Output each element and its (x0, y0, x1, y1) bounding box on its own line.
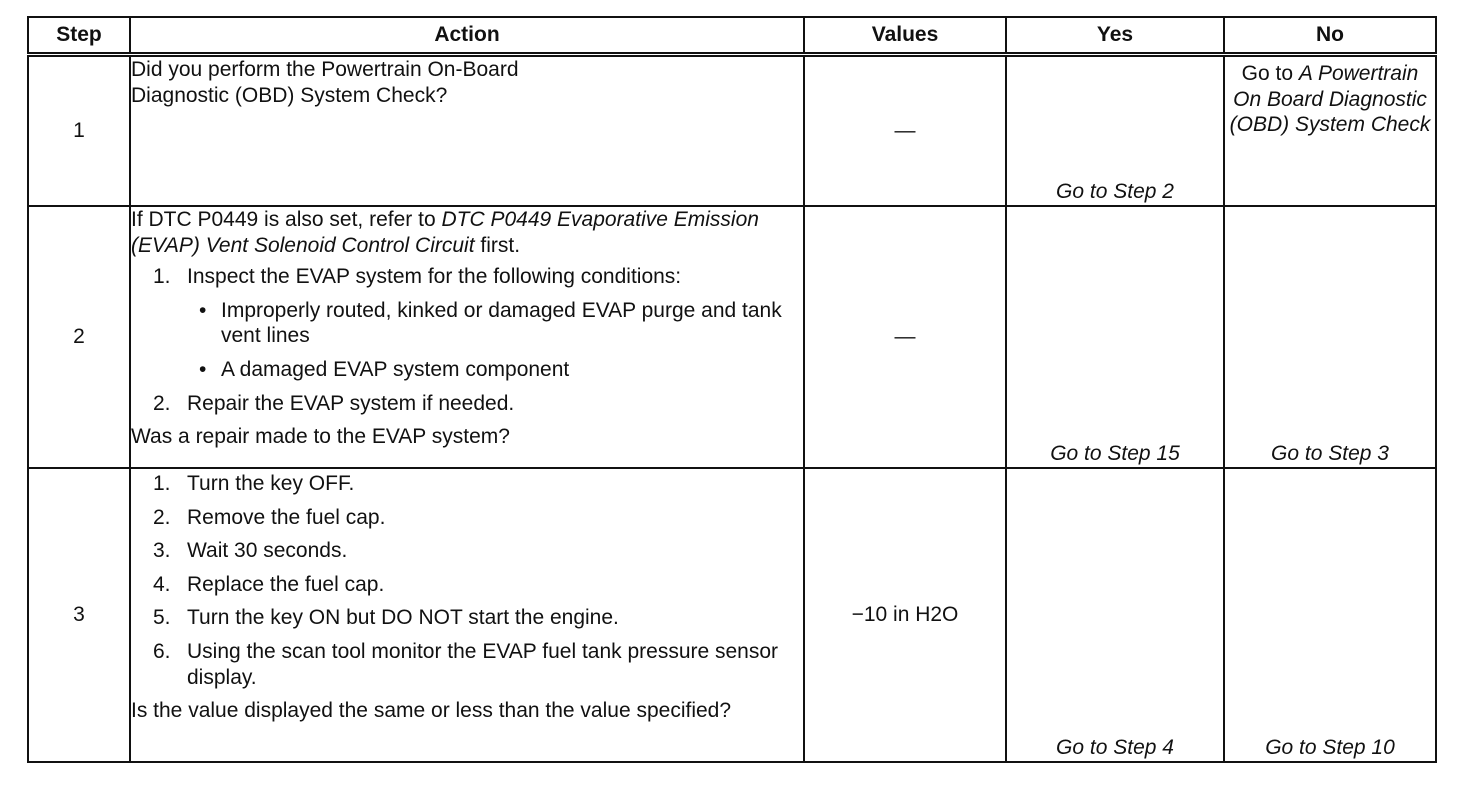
action-question: Is the value displayed the same or less than the value specified? (131, 699, 732, 723)
yes-cell: Go to Step 2 (1006, 55, 1224, 207)
no-prefix: Go to (1241, 62, 1294, 85)
list-item (131, 605, 803, 631)
header-step: Step (28, 17, 130, 55)
values-cell: −10 in H2O (804, 468, 1006, 762)
substep-list (131, 471, 803, 690)
list-item (131, 639, 803, 690)
substep-number: 2. (153, 391, 171, 415)
list-item (131, 538, 803, 564)
substep-text: Replace the fuel cap. (187, 572, 385, 596)
step-number: 1 (28, 55, 130, 207)
diagnostic-table (27, 16, 1437, 763)
bullet-text: A damaged EVAP system component (221, 358, 570, 382)
substep-number: 1. (153, 472, 171, 495)
intro-reference: DTC P0449 Evaporative Emission (EVAP) Vent Solenoid Control Circuit (131, 208, 759, 257)
action-cell (130, 468, 804, 762)
table-row (28, 206, 1436, 468)
bullet-text: Improperly routed, kinked or damaged EVAP purge and tank vent lines (221, 298, 782, 348)
substep-text: Remove the fuel cap. (187, 505, 386, 529)
substep-number: 3. (153, 539, 171, 563)
no-cell: Go to Step 3 (1224, 206, 1436, 468)
substep-list (131, 264, 803, 416)
yes-cell: Go to Step 15 (1006, 206, 1224, 468)
substep-number: 1. (153, 265, 171, 289)
substep-number: 4. (153, 572, 171, 596)
no-cell: Go to Step 10 (1224, 468, 1436, 762)
no-cell (1224, 55, 1436, 207)
substep-number: 5. (153, 606, 171, 630)
bullet-list (187, 298, 803, 383)
bullet-icon: • (199, 298, 207, 322)
header-no: No (1224, 17, 1436, 55)
bullet-icon: • (199, 358, 207, 382)
header-action: Action (130, 17, 804, 55)
substep-number: 6. (153, 640, 171, 664)
table-row (28, 55, 1436, 207)
substep-text: Turn the key ON but DO NOT start the engine. (187, 606, 619, 630)
action-cell (130, 206, 804, 468)
header-yes: Yes (1006, 17, 1224, 55)
action-cell (130, 55, 804, 207)
substep-text: Using the scan tool monitor the EVAP fuel tank pressure sensor display. (187, 640, 779, 689)
intro-prefix: If DTC P0449 is also set, refer to (131, 208, 436, 231)
list-item (187, 298, 803, 349)
list-item (131, 391, 803, 417)
list-item (131, 471, 803, 497)
list-item (131, 572, 803, 598)
intro-suffix: first. (480, 233, 521, 257)
list-item (187, 357, 803, 383)
list-item (131, 264, 803, 382)
yes-cell: Go to Step 4 (1006, 468, 1224, 762)
substep-text: Turn the key OFF. (187, 472, 355, 495)
list-item (131, 505, 803, 531)
action-question: Was a repair made to the EVAP system? (131, 425, 510, 449)
action-intro (131, 207, 803, 258)
header-values: Values (804, 17, 1006, 55)
action-text: Diagnostic (OBD) System Check? (131, 83, 448, 107)
values-cell: — (804, 206, 1006, 468)
no-reference: A Powertrain On Board Diagnostic (OBD) System Check (1229, 62, 1431, 137)
table-row (28, 468, 1436, 762)
substep-text: Wait 30 seconds. (187, 539, 348, 563)
substep-text: Inspect the EVAP system for the following conditions: (187, 265, 682, 289)
header-row (28, 17, 1436, 55)
values-cell: — (804, 55, 1006, 207)
step-number: 3 (28, 468, 130, 762)
substep-number: 2. (153, 505, 171, 529)
substep-text: Repair the EVAP system if needed. (187, 391, 515, 415)
action-text: Did you perform the Powertrain On-Board (131, 58, 519, 81)
step-number: 2 (28, 206, 130, 468)
